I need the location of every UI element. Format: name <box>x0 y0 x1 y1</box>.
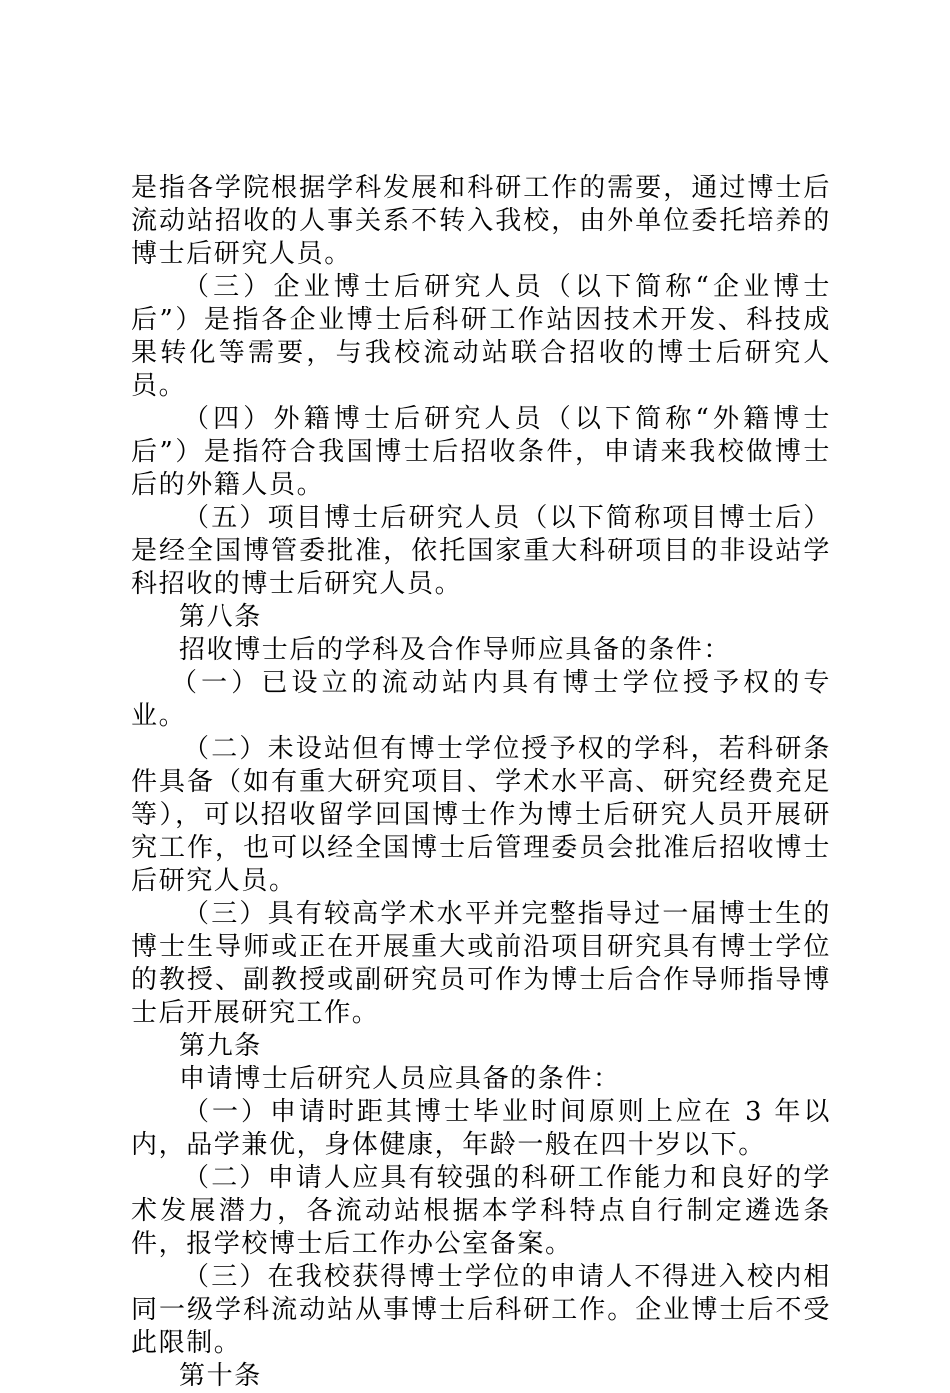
article-8-intro: 招收博士后的学科及合作导师应具备的条件： <box>179 635 732 665</box>
article-8-heading: 第八条 <box>179 602 262 632</box>
article-8-item-2: （二）未设站但有博士学位授予权的学科，若科研条件具备（如有重大研究项目、学术水平高、研究经费充足等），可以招收留学回国博士作为博士后研究人员开展研究工作，也可以经全国博士后管理委员会批准后招收博士后研究人员。 <box>131 734 831 896</box>
article-9-item-1: （一）申请时距其博士毕业时间原则上应在 3 年以内，品学兼优，身体健康，年龄一般在四十岁以下。 <box>131 1097 831 1160</box>
article-9-item-3: （三）在我校获得博士学位的申请人不得进入校内相同一级学科流动站从事博士后科研工作。企业博士后不受此限制。 <box>131 1262 831 1358</box>
paragraph-foreign-postdoc: （四）外籍博士后研究人员（以下简称“外籍博士后”）是指符合我国博士后招收条件，申请来我校做博士后的外籍人员。 <box>131 404 831 500</box>
article-8-item-1: （一）已设立的流动站内具有博士学位授予权的专业。 <box>131 668 831 731</box>
article-10-heading: 第十条 <box>179 1361 262 1391</box>
article-9-heading: 第九条 <box>179 1031 262 1061</box>
document-body <box>131 172 831 1393</box>
article-9-item-2: （二）申请人应具有较强的科研工作能力和良好的学术发展潜力，各流动站根据本学科特点自行制定遴选条件，报学校博士后工作办公室备案。 <box>131 1163 831 1259</box>
article-9-intro: 申请博士后研究人员应具备的条件： <box>179 1064 621 1094</box>
article-8-item-3: （三）具有较高学术水平并完整指导过一届博士生的博士生导师或正在开展重大或前沿项目研究具有博士学位的教授、副教授或副研究员可作为博士后合作导师指导博士后开展研究工作。 <box>131 899 831 1028</box>
paragraph-project-postdoc: （五）项目博士后研究人员（以下简称项目博士后）是经全国博管委批准，依托国家重大科研项目的非设站学科招收的博士后研究人员。 <box>131 503 831 599</box>
paragraph-enterprise-postdoc: （三）企业博士后研究人员（以下简称“企业博士后”）是指各企业博士后科研工作站因技术开发、科技成果转化等需要，与我校流动站联合招收的博士后研究人员。 <box>131 272 831 401</box>
paragraph-continuation: 是指各学院根据学科发展和科研工作的需要，通过博士后流动站招收的人事关系不转入我校，由外单位委托培养的博士后研究人员。 <box>131 173 831 269</box>
